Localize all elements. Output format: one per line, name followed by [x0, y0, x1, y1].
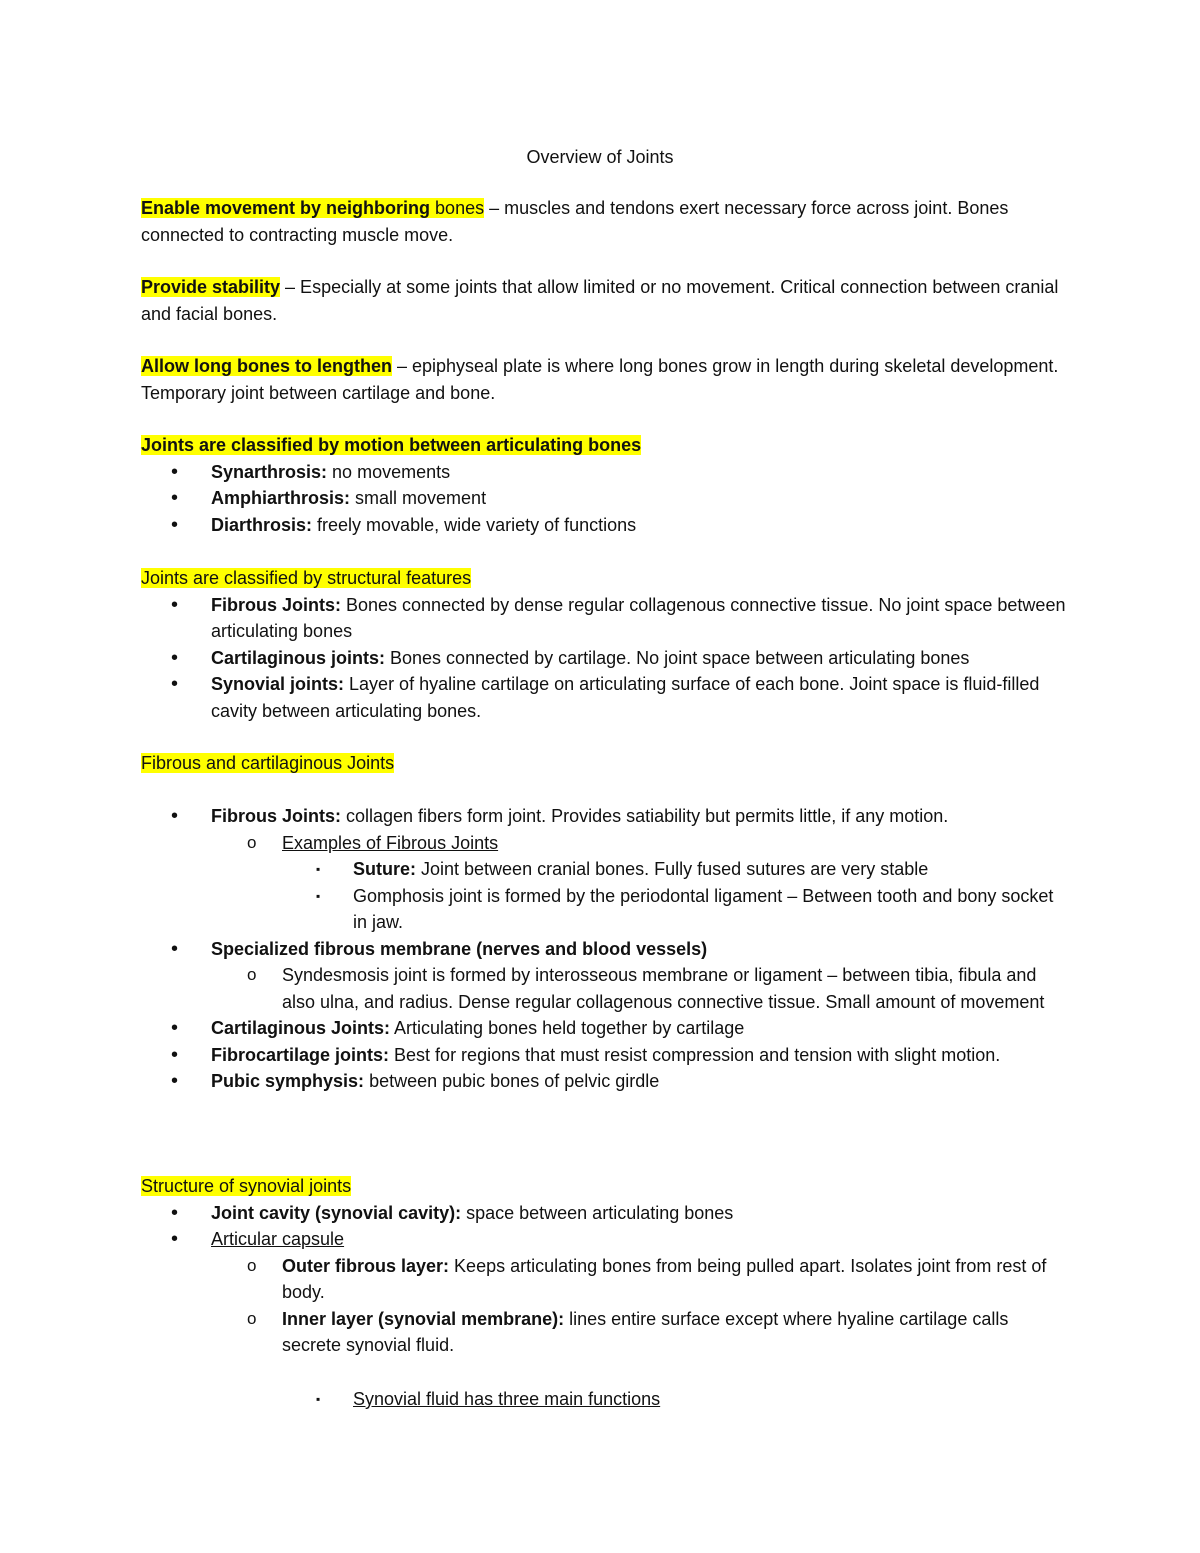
term: Outer fibrous layer:	[282, 1255, 450, 1276]
bullet-list	[141, 459, 1071, 539]
bullet-icon: •	[171, 1070, 179, 1092]
circle-bullet-icon: o	[247, 1308, 257, 1328]
list-item	[141, 1386, 1071, 1413]
item-text: lines entire surface except where hyaline cartilage calls secrete synovial fluid.	[282, 1308, 1009, 1355]
heading-text: Fibrous and cartilaginous Joints	[141, 753, 395, 773]
term: Suture:	[353, 859, 416, 879]
square-bullet-icon: ▪	[316, 888, 321, 903]
section-synovial-structure	[141, 1173, 1071, 1359]
term: Fibrous Joints:	[211, 594, 341, 615]
square-bullet-icon: ▪	[316, 1392, 321, 1406]
section-heading	[141, 565, 1071, 592]
list-item	[141, 962, 1071, 1015]
subheading-text: Articular capsule	[211, 1229, 345, 1249]
heading-text: Joints are classified by structural features	[141, 568, 472, 588]
section-heading	[141, 1173, 1071, 1200]
paragraph-enable-movement	[141, 195, 1071, 248]
bullet-icon: •	[171, 1201, 179, 1224]
list-item	[141, 645, 1071, 672]
bullet-icon: •	[171, 487, 179, 509]
list-item	[141, 1068, 1071, 1095]
bullet-icon: •	[171, 1017, 179, 1039]
paragraph-provide-stability	[141, 274, 1071, 327]
section-motion-classification	[141, 432, 1071, 538]
heading-text: Joints are classified by motion between articulating bones	[141, 435, 642, 455]
term: Inner layer (synovial membrane):	[282, 1308, 565, 1329]
list-item	[141, 671, 1071, 724]
list-item	[141, 592, 1071, 645]
item-text: Layer of hyaline cartilage on articulating surface of each bone. Joint space is fluid-filled cavity between articulating bones.	[211, 674, 1040, 721]
heading-text: Structure of synovial joints	[141, 1176, 352, 1196]
list-item	[141, 883, 1071, 936]
item-text: Keeps articulating bones from being pulled apart. Isolates joint from rest of body.	[282, 1255, 1047, 1302]
list-item	[141, 1306, 1071, 1359]
term: Cartilaginous Joints:	[211, 1018, 391, 1038]
item-text: between pubic bones of pelvic girdle	[364, 1071, 660, 1091]
term: Joint cavity (synovial cavity):	[211, 1202, 462, 1223]
list-item	[141, 803, 1071, 830]
subheading-text: Examples of Fibrous Joints	[282, 832, 499, 853]
paragraph-text: – Especially at some joints that allow limited or no movement. Critical connection between cranial and facial bones.	[141, 277, 1059, 324]
section-fibrous-cartilaginous	[141, 803, 1071, 1095]
item-text: Bones connected by cartilage. No joint space between articulating bones	[385, 647, 970, 668]
section-structural-classification	[141, 565, 1071, 724]
term: Synovial joints:	[211, 674, 345, 694]
bullet-list	[141, 1200, 1071, 1359]
page-title: Overview of Joints	[526, 147, 674, 167]
term: Fibrocartilage joints:	[211, 1044, 390, 1065]
item-text: Bones connected by dense regular collagenous connective tissue. No joint space between articulating bones	[211, 594, 1066, 641]
section-heading	[141, 432, 1071, 459]
item-text: Gomphosis joint is formed by the periodontal ligament – Between tooth and bony socket in jaw.	[353, 885, 1054, 932]
list-item	[141, 1042, 1071, 1069]
list-item	[141, 1253, 1071, 1306]
term: Cartilaginous joints:	[211, 647, 386, 668]
term: Diarthrosis:	[211, 514, 313, 535]
item-text: Best for regions that must resist compression and tension with slight motion.	[389, 1044, 1001, 1065]
term-bold: Allow long bones to lengthen	[141, 356, 392, 376]
bullet-icon: •	[171, 593, 179, 616]
list-item	[141, 512, 1071, 539]
circle-bullet-icon: o	[247, 832, 257, 852]
item-text: small movement	[350, 488, 487, 508]
paragraph-text: – muscles and tendons exert necessary force across joint. Bones connected to contracting muscle move.	[141, 198, 1009, 245]
bullet-list	[141, 592, 1071, 725]
bullet-icon: •	[171, 1043, 179, 1066]
bullet-icon: •	[171, 513, 179, 536]
item-text: Joint between cranial bones. Fully fused sutures are very stable	[416, 859, 929, 879]
item-text: Articulating bones held together by cartilage	[390, 1018, 745, 1038]
bullet-icon: •	[171, 460, 179, 483]
item-text: no movements	[327, 461, 451, 482]
synovial-fluid-functions	[141, 1386, 1071, 1413]
highlighted-term	[141, 356, 392, 376]
list-item	[141, 1200, 1071, 1227]
item-text: collagen fibers form joint. Provides satiability but permits little, if any motion.	[341, 806, 949, 826]
bullet-list	[141, 1386, 1071, 1413]
list-item	[141, 485, 1071, 512]
term: Fibrous Joints:	[211, 806, 341, 826]
square-bullet-icon: ▪	[316, 862, 321, 876]
list-item	[141, 856, 1071, 883]
bullet-icon: •	[171, 937, 179, 960]
item-text: space between articulating bones	[461, 1202, 734, 1223]
bullet-icon: •	[171, 805, 179, 827]
list-item	[141, 1015, 1071, 1042]
term: Specialized fibrous membrane (nerves and blood vessels)	[211, 938, 708, 959]
bullet-icon: •	[171, 646, 179, 669]
term-bold: Provide stability	[141, 277, 281, 297]
list-item	[141, 1226, 1071, 1253]
list-item	[141, 936, 1071, 963]
term-bold: Enable movement by neighboring	[141, 198, 431, 218]
list-item	[141, 459, 1071, 486]
highlighted-term	[141, 277, 280, 297]
paragraph-lengthen	[141, 353, 1071, 406]
term: Synarthrosis:	[211, 461, 328, 482]
section-fibrous-cartilaginous-heading	[141, 750, 1071, 777]
item-text: Syndesmosis joint is formed by interosseous membrane or ligament – between tibia, fibula and also ulna, and radius. Dense regular collagenous connective tissue. Small amount of movement	[282, 965, 1045, 1012]
bullet-icon: •	[171, 673, 179, 695]
bullet-list	[141, 803, 1071, 1095]
bullet-icon: •	[171, 1228, 179, 1250]
subheading-text: Synovial fluid has three main functions	[353, 1389, 661, 1409]
list-item	[141, 830, 1071, 857]
item-text: freely movable, wide variety of functions	[312, 514, 637, 535]
circle-bullet-icon: o	[247, 1255, 257, 1275]
term-plain: bones	[430, 198, 485, 218]
paragraph-text: – epiphyseal plate is where long bones grow in length during skeletal development. Temporary joint between cartilage and bone.	[141, 356, 1059, 403]
term: Pubic symphysis:	[211, 1071, 365, 1091]
highlighted-term	[141, 198, 484, 218]
circle-bullet-icon: o	[247, 965, 257, 984]
term: Amphiarthrosis:	[211, 488, 351, 508]
